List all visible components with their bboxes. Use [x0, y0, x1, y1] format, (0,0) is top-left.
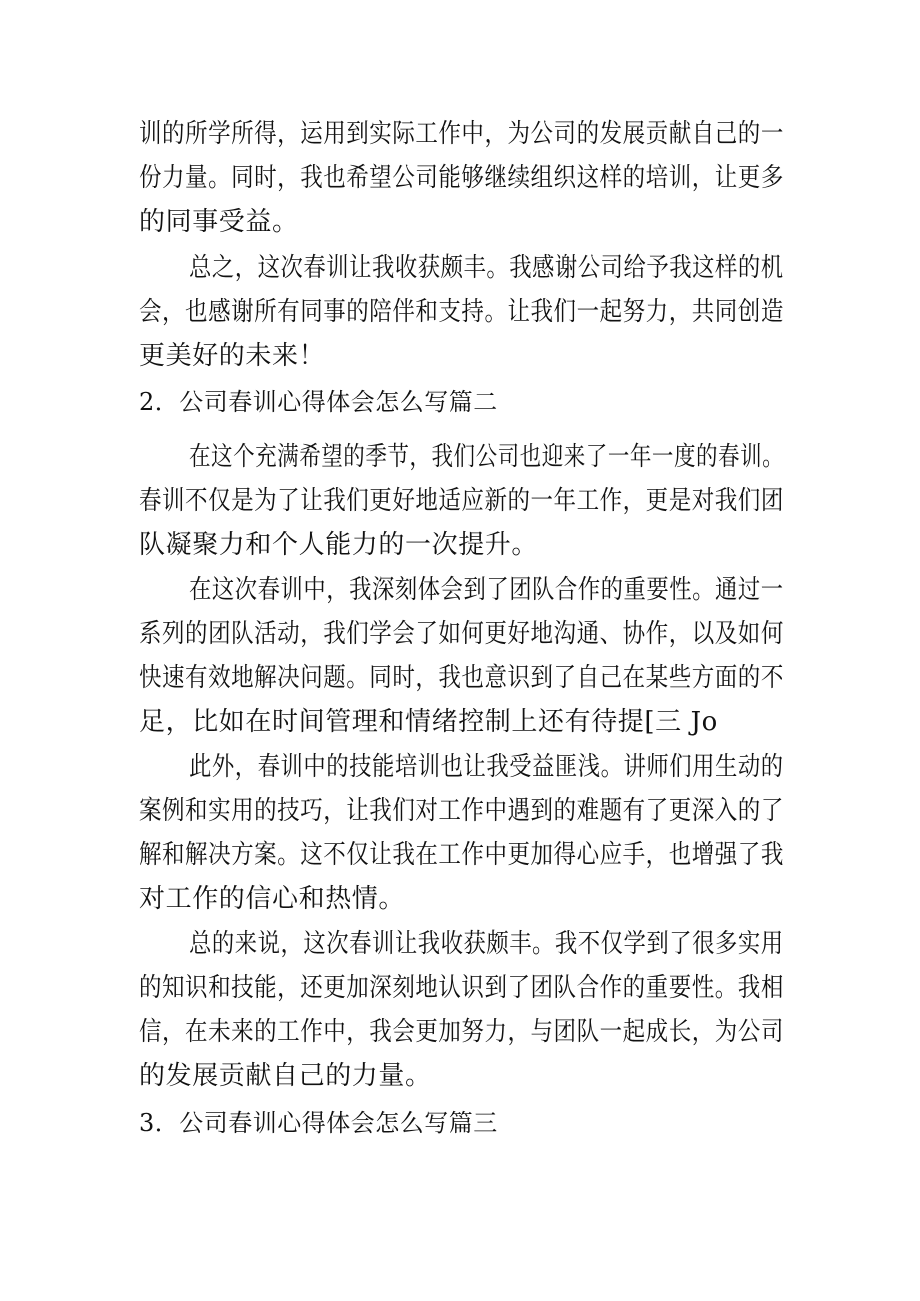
paragraph-line: 对工作的信心和热情。 — [139, 884, 406, 914]
paragraph-line: 在这次春训中，我深刻体会到了团队合作的重要性。通过一 — [189, 575, 784, 605]
paragraph-line: 总之，这次春训让我收获颇丰。我感谢公司给予我这样的机 — [189, 253, 784, 283]
paragraph-line: 春训不仅是为了让我们更好地适应新的一年工作，更是对我们团 — [139, 486, 784, 516]
paragraph-line: 案例和实用的技巧，让我们对工作中遇到的难题有了更深入的了 — [139, 796, 784, 826]
paragraph-line: 信，在未来的工作中，我会更加努力，与团队一起成长，为公司 — [139, 1017, 784, 1047]
section-heading: 2．公司春训心得体会怎么写篇二 — [139, 388, 498, 416]
paragraph-line: 的发展贡献自己的力量。 — [139, 1061, 432, 1091]
paragraph-line: 的知识和技能，还更加深刻地认识到了团队合作的重要性。我相 — [139, 973, 784, 1003]
paragraph-line: 解和解决方案。这不仅让我在工作中更加得心应手，也增强了我 — [139, 840, 784, 870]
paragraph-line: 此外，春训中的技能培训也让我受益匪浅。讲师们用生动的 — [189, 752, 784, 782]
paragraph-line: 在这个充满希望的季节，我们公司也迎来了一年一度的春训。 — [189, 442, 785, 472]
paragraph-line: 训的所学所得，运用到实际工作中，为公司的发展贡献自己的一 — [139, 119, 784, 149]
paragraph-line: 系列的团队活动，我们学会了如何更好地沟通、协作，以及如何 — [139, 619, 784, 649]
paragraph-line: 队凝聚力和个人能力的一次提升。 — [139, 530, 539, 560]
paragraph-line: 足，比如在时间管理和情绪控制上还有待提[三 Jo — [139, 707, 718, 737]
paragraph-line: 总的来说，这次春训让我收获颇丰。我不仅学到了很多实用 — [189, 929, 784, 959]
paragraph-line: 更美好的未来！ — [139, 341, 326, 371]
paragraph-line: 会，也感谢所有同事的陪伴和支持。让我们一起努力，共同创造 — [139, 297, 784, 327]
paragraph-line: 份力量。同时，我也希望公司能够继续组织这样的培训，让更多 — [139, 163, 784, 193]
paragraph-line: 快速有效地解决问题。同时，我也意识到了自己在某些方面的不 — [139, 663, 784, 693]
paragraph-line: 的同事受益。 — [139, 207, 299, 237]
section-heading: 3．公司春训心得体会怎么写篇三 — [139, 1109, 498, 1137]
